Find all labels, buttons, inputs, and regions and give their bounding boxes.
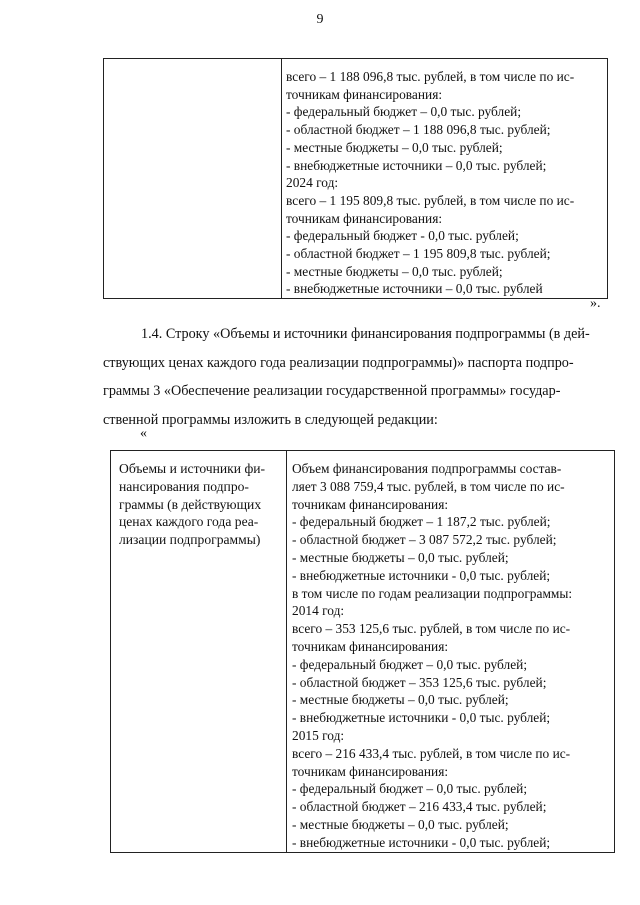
text-line: 2015 год: — [292, 727, 345, 743]
text-line: ляет 3 088 759,4 тыс. рублей, в том числе по ис- — [292, 478, 565, 494]
table-right-cell — [287, 451, 615, 853]
text-line: - областной бюджет – 1 188 096,8 тыс. рублей; — [286, 122, 551, 138]
text-line: - федеральный бюджет – 0,0 тыс. рублей; — [292, 781, 528, 797]
paragraph-line: ственной программы изложить в следующей редакции: — [103, 412, 438, 429]
text-line: - федеральный бюджет – 0,0 тыс. рублей; — [292, 656, 528, 672]
text-line: всего – 1 188 096,8 тыс. рублей, в том числе по ис- — [286, 69, 575, 84]
text-line: - областной бюджет – 1 195 809,8 тыс. рублей; — [286, 246, 551, 262]
text-line: - внебюджетные источники - 0,0 тыс. рублей; — [292, 710, 551, 726]
text-line: - внебюджетные источники – 0,0 тыс. рублей — [286, 281, 543, 297]
text-line: - местные бюджеты – 0,0 тыс. рублей; — [292, 692, 509, 708]
table-left-cell — [111, 451, 287, 853]
table-row — [111, 451, 615, 853]
funding-text — [287, 451, 614, 852]
closing-quote: ». — [590, 296, 601, 311]
table-right-cell — [282, 59, 608, 299]
row-heading — [111, 451, 286, 549]
text-line: - областной бюджет – 3 087 572,2 тыс. рублей; — [292, 532, 557, 548]
funding-text — [282, 59, 607, 298]
text-line: - местные бюджеты – 0,0 тыс. рублей; — [292, 549, 509, 565]
text-line: - областной бюджет – 216 433,4 тыс. рублей; — [292, 799, 547, 815]
paragraph-line: 1.4. Строку «Объемы и источники финансирования подпрограммы (в дей- — [141, 326, 590, 342]
text-line: - внебюджетные источники - 0,0 тыс. рублей; — [292, 567, 551, 583]
text-line: ценах каждого года реа- — [119, 514, 259, 530]
text-line: 2014 год: — [292, 603, 345, 619]
text-line: всего – 216 433,4 тыс. рублей, в том числе по ис- — [292, 745, 571, 761]
paragraph-line: ствующих ценах каждого года реализации подпрограммы)» паспорта подпро- — [103, 354, 574, 371]
text-line: всего – 353 125,6 тыс. рублей, в том числе по ис- — [292, 621, 571, 637]
paragraph-line: граммы 3 «Обеспечение реализации государственной программы» государ- — [103, 383, 561, 400]
text-line: граммы (в действующих — [119, 496, 262, 512]
text-line: точникам финансирования: — [292, 763, 449, 779]
page-number: 9 — [316, 12, 324, 27]
opening-quote: « — [140, 426, 147, 441]
text-line: точникам финансирования: — [286, 86, 443, 102]
text-line: - местные бюджеты – 0,0 тыс. рублей; — [292, 816, 509, 832]
text-line: - местные бюджеты – 0,0 тыс. рублей; — [286, 139, 503, 155]
text-line: - внебюджетные источники – 0,0 тыс. рублей; — [286, 157, 547, 173]
text-line: нансирования подпро- — [119, 478, 249, 494]
text-line: - местные бюджеты – 0,0 тыс. рублей; — [286, 263, 503, 279]
text-line: - федеральный бюджет – 1 187,2 тыс. рублей; — [292, 514, 551, 530]
table-row — [104, 59, 608, 299]
text-line: всего – 1 195 809,8 тыс. рублей, в том числе по ис- — [286, 192, 575, 208]
text-line: точникам финансирования: — [292, 496, 449, 512]
text-line: точникам финансирования: — [292, 638, 449, 654]
text-line: в том числе по годам реализации подпрограммы: — [292, 585, 573, 601]
financing-table — [110, 450, 615, 853]
text-line: лизации подпрограммы) — [119, 532, 261, 548]
table-left-cell — [104, 59, 282, 299]
text-line: - федеральный бюджет - 0,0 тыс. рублей; — [286, 228, 519, 244]
text-line: - внебюджетные источники - 0,0 тыс. рублей; — [292, 834, 551, 850]
financing-table-continued — [103, 58, 608, 299]
text-line: - областной бюджет – 353 125,6 тыс. рублей; — [292, 674, 547, 690]
text-line: точникам финансирования: — [286, 210, 443, 226]
text-line: 2024 год: — [286, 175, 339, 191]
amendment-paragraph — [103, 320, 608, 435]
text-line: - федеральный бюджет – 0,0 тыс. рублей; — [286, 104, 522, 120]
text-line: Объем финансирования подпрограммы состав- — [292, 461, 562, 476]
text-line: Объемы и источники фи- — [119, 461, 266, 476]
